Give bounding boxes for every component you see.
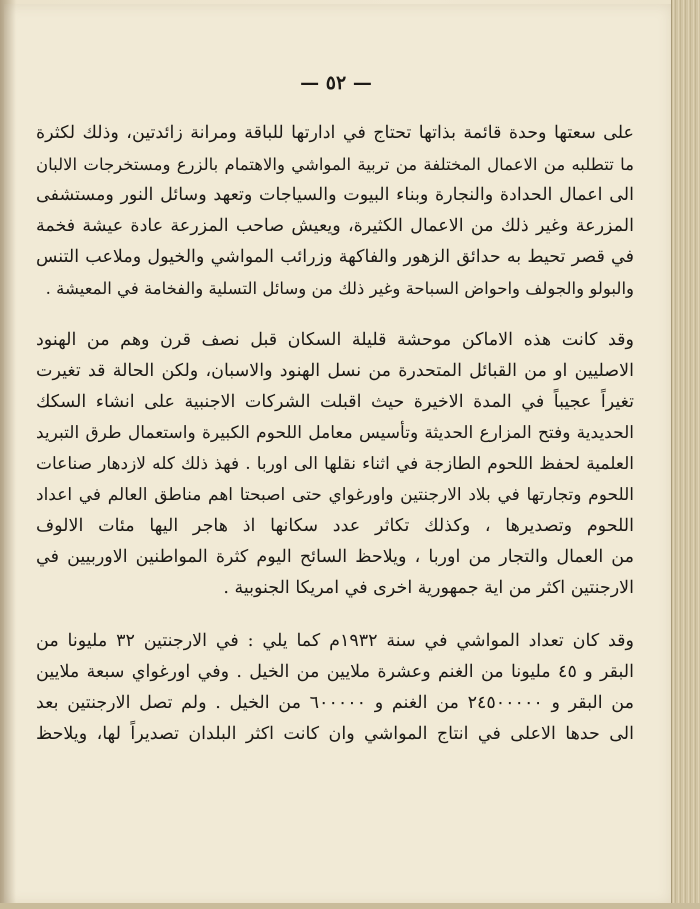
text-line: من العمال والتجار من اوربا ، ويلاحظ السائح اليوم كثرة المواطنين الاوربيين في: [36, 547, 634, 567]
text-line: الاصليين او من القبائل المتحدرة من نسل الهنود والاسبان، ولكن الحالة قد تغيرت: [36, 361, 634, 381]
page-bottom-edge: [0, 903, 700, 909]
text-line: وقد كانت هذه الاماكن موحشة قليلة السكان قبل نصف قرن وهم من الهنود: [36, 330, 634, 350]
text-line: ما تتطلبه من الاعمال المختلفة من تربية المواشي والاهتمام بالزرع ومستخرجات الالبان: [36, 155, 634, 174]
paragraph-gap: [36, 604, 634, 626]
text-line: في قصر تحيط به حدائق الزهور والفاكهة وزرائب المواشي والخيول وملاعب التنس: [36, 247, 634, 267]
text-line: تغيراً عجيباً في المدة الاخيرة حيث اقبلت الشركات الاجنبية على انشاء السكك: [36, 392, 634, 412]
paragraph-2: [36, 325, 634, 604]
text-line: اللحوم وتجارتها في بلاد الارجنتين واورغواي حتى اصبحتا اهم مناطق العالم في اعداد: [36, 485, 634, 505]
text-line: على سعتها وحدة قائمة بذاتها تحتاج في ادارتها للباقة ومرانة زائدتين، وذلك لكثرة: [36, 123, 634, 143]
page-stack-edge: [671, 0, 700, 909]
binding-shadow: [0, 0, 16, 909]
text-line: الى حدها الاعلى في انتاج المواشي وان كانت اكثر البلدان تصديراً لها، ويلاحظ: [36, 724, 634, 744]
text-line: من البقر و ٢٤٥٠٠٠٠٠ من الغنم و ٦٠٠٠٠٠ من الخيل . ولم تصل الارجنتين بعد: [36, 693, 634, 713]
paragraph-1: [36, 118, 634, 304]
text-line: البقر و ٤٥ مليونا من الغنم وعشرة ملايين من الخيل . وفي اورغواي سبعة ملايين: [36, 662, 634, 682]
text-line: اللحوم وتصديرها ، وكذلك تكاثر عدد سكانها اذ هاجر اليها مئات الالوف: [36, 516, 634, 536]
text-line: المزرعة وغير ذلك من الاعمال الكثيرة، ويعيش صاحب المزرعة عادة عيشة فخمة: [36, 216, 634, 236]
paragraph-gap: [36, 304, 634, 325]
text-line: الارجنتين اكثر من اية جمهورية اخرى في امريكا الجنوبية .: [223, 578, 634, 598]
text-line: الحديدية وفتح المزارع الحديثة وتأسيس معامل اللحوم الكبيرة واستعمال طرق التبريد: [36, 423, 634, 443]
paragraph-3: [36, 626, 634, 750]
text-line: والبولو والجولف واحواض السباحة وغير ذلك من وسائل التسلية والفخامة في المعيشة .: [45, 279, 634, 298]
text-line: العلمية لحفظ اللحوم الطازجة في اثناء نقلها الى اوربا . فهذ ذلك كله لازدهار صناعات: [36, 454, 634, 474]
page-text: [36, 118, 634, 750]
text-line: وقد كان تعداد المواشي في سنة ١٩٣٢م كما يلي : في الارجنتين ٣٢ مليونا من: [36, 631, 634, 651]
text-line: الى اعمال الحدادة والنجارة وبناء البيوت والسياجات وتعهد وسائل النور ومستشفى: [36, 185, 634, 205]
page-number: — ٥٢ —: [300, 72, 372, 94]
